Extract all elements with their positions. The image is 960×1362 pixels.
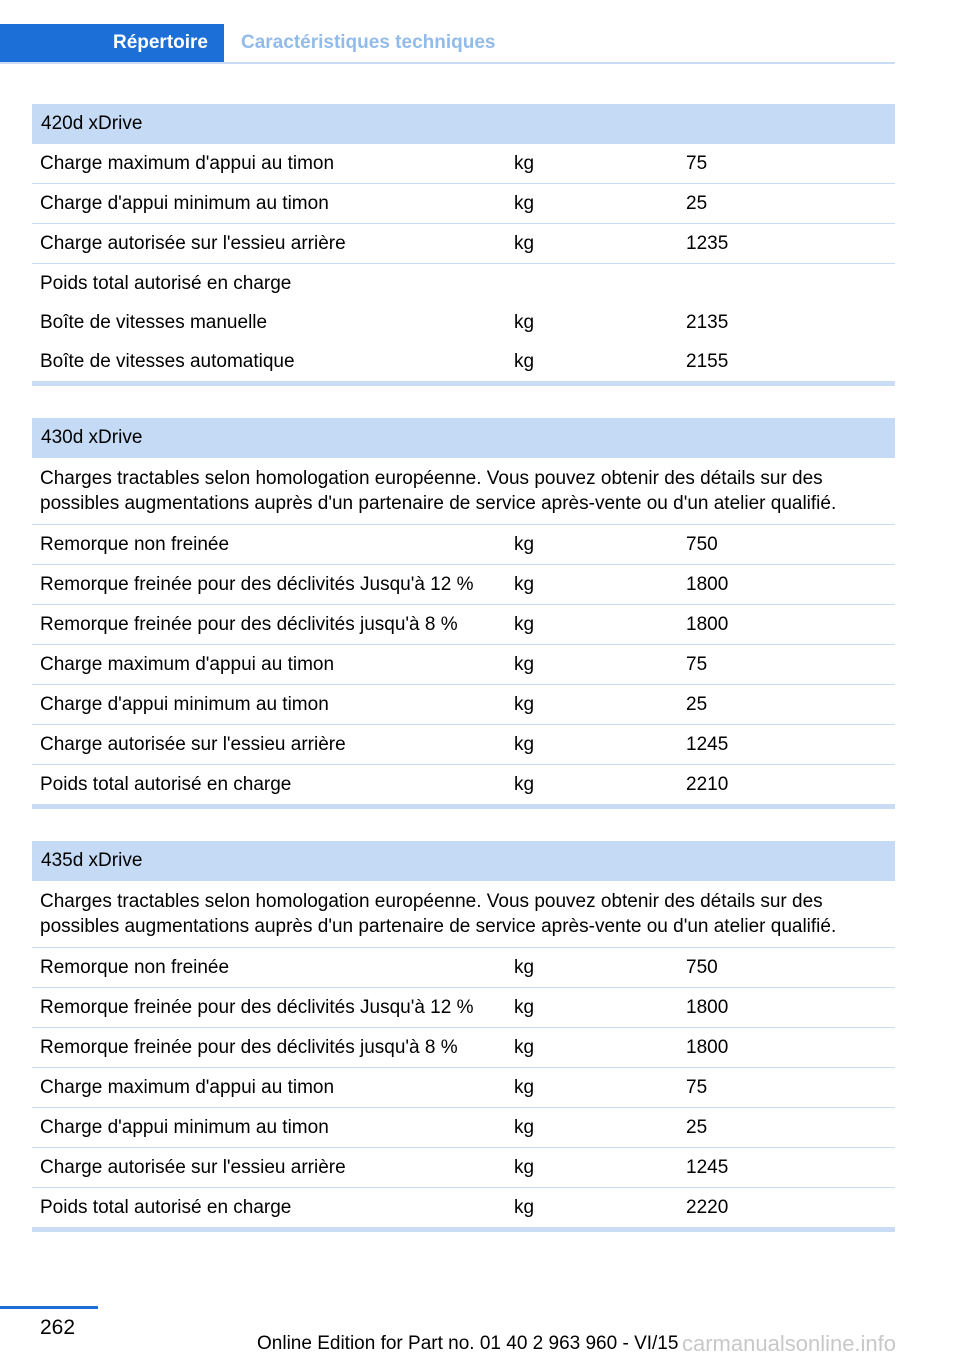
table-435d-xdrive (32, 841, 895, 1232)
row-unit: kg (514, 653, 535, 675)
row-value: 2210 (686, 773, 729, 795)
table-430d-xdrive (32, 418, 895, 809)
row-unit: kg (514, 232, 535, 254)
row-label: Boîte de vitesses manuelle (40, 311, 268, 333)
table-row (32, 144, 895, 184)
row-value: 2220 (686, 1196, 729, 1218)
table-title: 430d xDrive (32, 418, 895, 458)
row-label: Remorque freinée pour des déclivités jusqu'à 8 % (40, 613, 458, 635)
table-title: 435d xDrive (32, 841, 895, 881)
row-label: Remorque freinée pour des déclivités Jusqu'à 12 % (40, 573, 474, 595)
table-note: Charges tractables selon homologation européenne. Vous pouvez obtenir des détails sur des possibles augmentations auprès d'un partenaire de service après-vente ou d'un atelier qualifié. (32, 458, 895, 525)
row-value: 750 (686, 533, 718, 555)
row-value: 2135 (686, 311, 729, 333)
row-unit: kg (514, 773, 535, 795)
row-unit: kg (514, 733, 535, 755)
row-unit: kg (514, 1036, 535, 1058)
table-row (32, 645, 895, 685)
row-unit: kg (514, 192, 535, 214)
row-value: 1245 (686, 1156, 729, 1178)
row-unit: kg (514, 1156, 535, 1178)
row-unit: kg (514, 956, 535, 978)
row-unit: kg (514, 1116, 535, 1138)
table-row (32, 565, 895, 605)
row-label: Poids total autorisé en charge (40, 272, 292, 294)
row-value: 75 (686, 653, 708, 675)
row-value: 75 (686, 152, 708, 174)
row-unit: kg (514, 613, 535, 635)
row-unit: kg (514, 1076, 535, 1098)
row-label: Remorque non freinée (40, 956, 230, 978)
table-row (32, 1188, 895, 1227)
row-value: 1800 (686, 996, 729, 1018)
row-value: 1245 (686, 733, 729, 755)
row-label: Charge maximum d'appui au timon (40, 152, 335, 174)
footer-accent-line (0, 1306, 98, 1309)
table-row (32, 1108, 895, 1148)
row-unit: kg (514, 996, 535, 1018)
row-label: Charge maximum d'appui au timon (40, 1076, 335, 1098)
row-value: 1235 (686, 232, 729, 254)
table-row (32, 1148, 895, 1188)
row-value: 25 (686, 1116, 708, 1138)
page-number: 262 (40, 1316, 76, 1339)
row-label: Charge autorisée sur l'essieu arrière (40, 733, 346, 755)
row-unit: kg (514, 152, 535, 174)
row-unit: kg (514, 311, 535, 333)
row-value: 25 (686, 192, 708, 214)
row-unit: kg (514, 533, 535, 555)
table-row (32, 1068, 895, 1108)
row-value: 1800 (686, 573, 729, 595)
row-label: Charge d'appui minimum au timon (40, 192, 329, 214)
row-label: Remorque freinée pour des déclivités jusqu'à 8 % (40, 1036, 458, 1058)
table-row (32, 948, 895, 988)
table-row (32, 605, 895, 645)
row-label: Poids total autorisé en charge (40, 1196, 292, 1218)
row-label: Boîte de vitesses automatique (40, 350, 295, 372)
row-label: Remorque non freinée (40, 533, 230, 555)
table-note: Charges tractables selon homologation européenne. Vous pouvez obtenir des détails sur des possibles augmentations auprès d'un partenaire de service après-vente ou d'un atelier qualifié. (32, 881, 895, 948)
tab-repertoire[interactable]: Répertoire (0, 24, 224, 62)
row-unit: kg (514, 350, 535, 372)
row-value: 750 (686, 956, 718, 978)
tab-technical-specs[interactable]: Caractéristiques techniques (241, 32, 496, 53)
row-value: 1800 (686, 613, 729, 635)
row-label: Charge autorisée sur l'essieu arrière (40, 232, 346, 254)
row-label: Charge d'appui minimum au timon (40, 693, 329, 715)
table-row (32, 725, 895, 765)
table-row (32, 1028, 895, 1068)
edition-info: Online Edition for Part no. 01 40 2 963 960 - VI/15 (257, 1333, 679, 1354)
table-row (32, 303, 895, 342)
table-row (32, 264, 895, 303)
row-unit: kg (514, 693, 535, 715)
table-420d-xdrive (32, 104, 895, 386)
row-unit: kg (514, 573, 535, 595)
row-unit: kg (514, 1196, 535, 1218)
watermark-text: carmanualsonline.info (682, 1331, 897, 1356)
table-row (32, 525, 895, 565)
table-row (32, 685, 895, 725)
row-label: Charge maximum d'appui au timon (40, 653, 335, 675)
table-row (32, 988, 895, 1028)
row-value: 75 (686, 1076, 708, 1098)
row-label: Charge autorisée sur l'essieu arrière (40, 1156, 346, 1178)
row-value: 25 (686, 693, 708, 715)
table-title: 420d xDrive (32, 104, 895, 144)
row-label: Remorque freinée pour des déclivités Jusqu'à 12 % (40, 996, 474, 1018)
table-row (32, 765, 895, 804)
table-row (32, 224, 895, 264)
table-row (32, 342, 895, 381)
header-bar (0, 24, 895, 64)
row-label: Charge d'appui minimum au timon (40, 1116, 329, 1138)
table-row (32, 184, 895, 224)
row-label: Poids total autorisé en charge (40, 773, 292, 795)
main-content (32, 104, 895, 1264)
row-value: 1800 (686, 1036, 729, 1058)
row-value: 2155 (686, 350, 729, 372)
